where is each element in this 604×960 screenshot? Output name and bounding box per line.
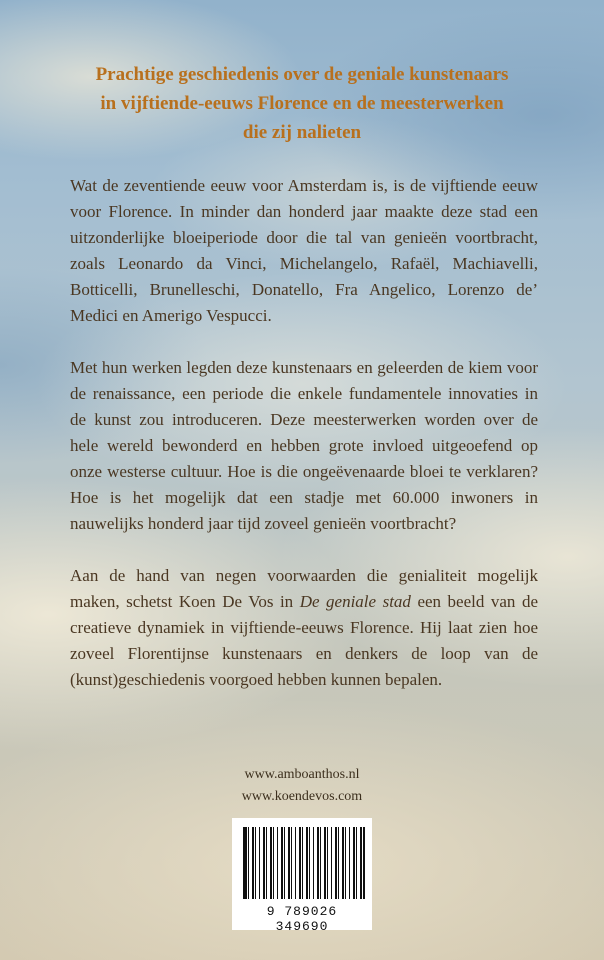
paragraph-1	[70, 173, 538, 329]
barcode	[232, 818, 372, 934]
publisher-website: www.amboanthos.nl	[244, 767, 360, 782]
paragraph-2-text: Met hun werken legden deze kunstenaars en geleerden de kiem voor de renaissance, een periode die enkele fundamentele innovaties in de kunst zou introduceren. Deze meesterwerken worden over de hele wereld bewonderd en hebben grote invloed uitgeoefend op onze westerse cultuur. Hoe is die ongeëvenaarde bloei te verklaren? Hoe is het mogelijk dat een stadje met 60.000 inwoners in nauwelijks honderd jaar tijd zoveel genieën voortbracht?	[70, 358, 538, 533]
headline-line-3: die zij nalieten	[242, 122, 362, 143]
headline-line-1: Prachtige geschiedenis over de geniale kunstenaars	[95, 64, 509, 85]
book-title-italic: De geniale stad	[299, 592, 411, 611]
paragraph-3	[70, 563, 538, 693]
author-website: www.koendevos.com	[241, 789, 363, 804]
paragraph-3-text-post: een beeld van de creatieve dynamiek in vijftiende-eeuws Florence. Hij laat zien hoe zoveel Florentijnse kunstenaars en denkers de loop van de (kunst)geschiedenis voorgoed hebben kunnen bepalen.	[70, 592, 538, 689]
headline-line-2: in vijftiende-eeuws Florence en de meesterwerken	[100, 93, 504, 114]
paragraph-3-text-pre: Aan de hand van negen voorwaarden die genialiteit mogelijk maken, schetst Koen De Vos in	[70, 566, 538, 611]
paragraph-1-text: Wat de zeventiende eeuw voor Amsterdam is, is de vijftiende eeuw voor Florence. In minder dan honderd jaar maakte deze stad een uitzonderlijke bloeiperiode door die tal van genieën voortbracht, zoals Leonardo da Vinci, Michelangelo, Rafaël, Machiavelli, Botticelli, Brunelleschi, Donatello, Fra Angelico, Lorenzo de’ Medici en Amerigo Vespucci.	[70, 176, 538, 325]
isbn-number: 9 789026 349690	[266, 904, 338, 934]
body-text	[0, 147, 604, 693]
headline	[40, 60, 564, 147]
barcode-bars	[243, 827, 365, 899]
paragraph-2	[70, 355, 538, 537]
websites	[0, 764, 604, 808]
